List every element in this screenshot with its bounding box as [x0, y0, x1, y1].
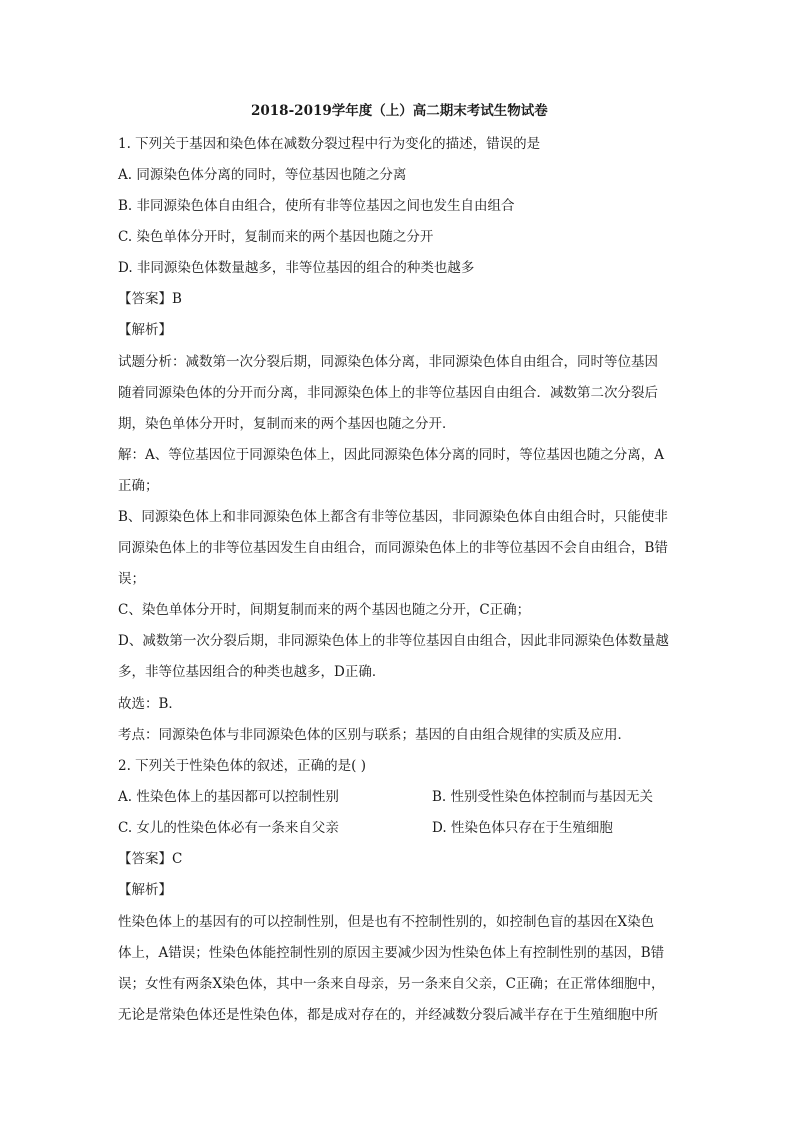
q2-answer: 【答案】C: [118, 851, 183, 867]
q1-analysis-line: 试题分析：减数第一次分裂后期，同源染色体分离，非同源染色体自由组合，同时等位基因: [118, 354, 658, 370]
q1-analysis-line: 解：A、等位基因位于同源染色体上，因此同源染色体分离的同时，等位基因也随之分离，A: [118, 447, 664, 463]
q1-analysis-line: D、减数第一次分裂后期，非同源染色体上的非等位基因自由组合，因此非同源染色体数量越: [118, 633, 669, 649]
q1-analysis-line: 多，非等位基因组合的种类也越多，D正确．: [118, 664, 386, 680]
q1-analysis-line: 期，染色单体分开时，复制而来的两个基因也随之分开．: [118, 416, 456, 432]
q2-analysis-line: 无论是常染色体还是性染色体，都是成对存在的，并经减数分裂后减半存在于生殖细胞中所: [118, 1007, 658, 1023]
q1-analysis-line: 故选：B．: [118, 696, 182, 712]
q1-option-a: A. 同源染色体分离的同时，等位基因也随之分离: [118, 167, 407, 183]
q1-analysis-line: C、染色单体分开时，间期复制而来的两个基因也随之分开，C正确；: [118, 602, 531, 618]
q1-analysis-line: B、同源染色体上和非同源染色体上都含有非等位基因，非同源染色体自由组合时，只能使非: [118, 509, 668, 525]
q2-option-b: B. 性别受性染色体控制而与基因无关: [432, 789, 654, 805]
q1-answer: 【答案】B: [118, 291, 182, 307]
q2-analysis-line: 体上，A错误；性染色体能控制性别的原因主要减少因为性染色体上有控制性别的基因，B错: [118, 945, 665, 961]
q2-stem: 2. 下列关于性染色体的叙述，正确的是( ): [118, 758, 366, 774]
q1-analysis-line: 误；: [118, 571, 145, 587]
q2-analysis-line: 误；女性有两条X染色体，其中一条来自母亲，另一条来自父亲，C正确；在正常体细胞中，: [118, 976, 665, 992]
q2-option-c: C. 女儿的性染色体必有一条来自父亲: [118, 820, 339, 836]
q1-analysis-line: 正确；: [118, 478, 159, 494]
q1-analysis-line: 考点：同源染色体与非同源染色体的区别与联系；基因的自由组合规律的实质及应用．: [118, 727, 631, 743]
q2-option-a: A. 性染色体上的基因都可以控制性别: [118, 789, 339, 805]
q1-stem: 1. 下列关于基因和染色体在减数分裂过程中行为变化的描述，错误的是: [118, 136, 541, 152]
q1-option-c: C. 染色单体分开时，复制而来的两个基因也随之分开: [118, 229, 434, 245]
q1-option-d: D. 非同源染色体数量越多，非等位基因的组合的种类也越多: [118, 260, 475, 276]
q2-analysis-line: 性染色体上的基因有的可以控制性别，但是也有不控制性别的，如控制色盲的基因在X染色: [118, 914, 655, 930]
q2-analysis-label: 【解析】: [118, 882, 172, 898]
q2-option-d: D. 性染色体只存在于生殖细胞: [432, 820, 613, 836]
document-title: 2018-2019学年度（上）高二期末考试生物试卷: [251, 103, 548, 119]
q1-analysis-line: 同源染色体上的非等位基因发生自由组合，而同源染色体上的非等位基因不会自由组合，B错: [118, 540, 668, 556]
q1-analysis-line: 随着同源染色体的分开而分离，非同源染色体上的非等位基因自由组合．减数第二次分裂后: [118, 385, 658, 401]
q1-analysis-label: 【解析】: [118, 322, 172, 338]
q1-option-b: B. 非同源染色体自由组合，使所有非等位基因之间也发生自由组合: [118, 198, 515, 214]
